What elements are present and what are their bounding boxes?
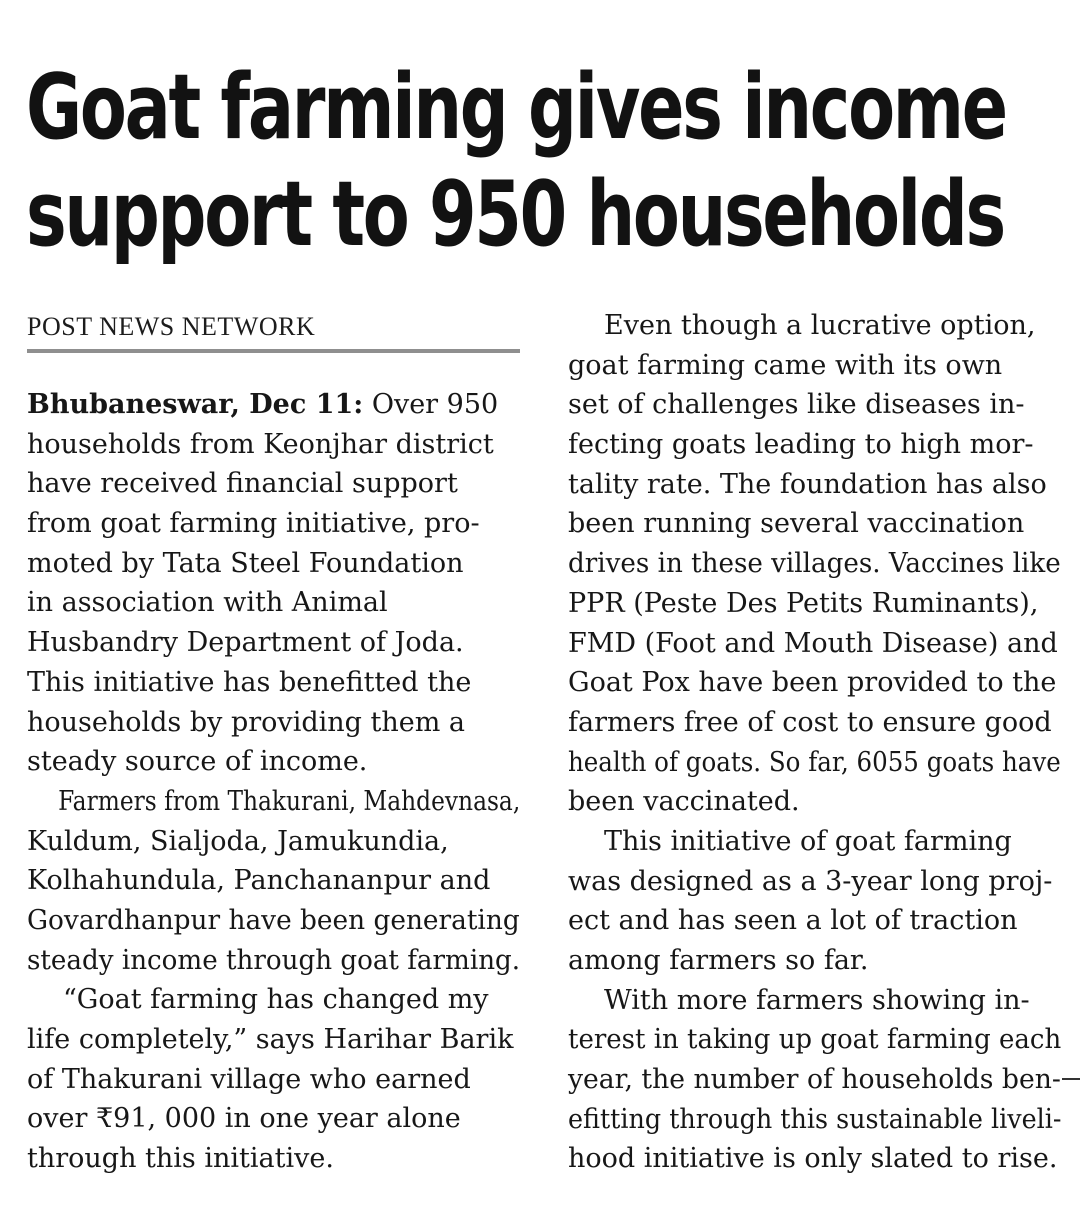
body-line: set of challenges like diseases in- xyxy=(568,389,1025,421)
body-line: in association with Animal xyxy=(27,587,388,619)
body-line: was designed as a 3-year long proj- xyxy=(568,865,1053,897)
body-line: been running several vaccination xyxy=(568,508,1025,540)
body-line: steady source of income. xyxy=(27,746,368,778)
body-line: With more farmers showing in- xyxy=(604,984,1030,1016)
body-text: Over 950 xyxy=(363,389,499,420)
body-line: tality rate. The foundation has also xyxy=(568,468,1047,500)
body-line: health of goats. So far, 6055 goats have xyxy=(568,746,1061,778)
body-line: of Thakurani village who earned xyxy=(27,1063,471,1095)
body-line: PPR (Peste Des Petits Ruminants), xyxy=(568,587,1039,619)
headline xyxy=(26,54,1006,268)
body-line xyxy=(27,385,520,425)
right-column xyxy=(568,306,1061,1179)
body-line: steady income through goat farming. xyxy=(27,944,521,976)
body-line: terest in taking up goat farming each xyxy=(568,1024,1062,1056)
body-line: FMD (Foot and Mouth Disease) and xyxy=(568,627,1058,659)
body-line: among farmers so far. xyxy=(568,945,869,976)
body-line: This initiative of goat farming xyxy=(604,825,1012,857)
column-edge-mark xyxy=(1062,1078,1080,1080)
body-line: This initiative has benefitted the xyxy=(27,666,472,698)
body-line: households from Keonjhar district xyxy=(27,428,494,460)
body-line: hood initiative is only slated to rise. xyxy=(568,1143,1058,1175)
body-line: drives in these villages. Vaccines like xyxy=(568,548,1061,580)
byline-rule xyxy=(27,349,520,353)
body-line: ect and has seen a lot of traction xyxy=(568,905,1018,937)
body-line: fecting goats leading to high mor- xyxy=(568,429,1034,461)
body-line: life completely,” says Harihar Barik xyxy=(27,1024,514,1055)
body-line: been vaccinated. xyxy=(568,786,800,818)
body-line: farmers free of cost to ensure good xyxy=(568,706,1052,738)
headline-line: support to 950 households xyxy=(26,162,1004,267)
body-line: Even though a lucrative option, xyxy=(604,310,1036,341)
body-line: efitting through this sustainable liveli- xyxy=(568,1103,1062,1135)
body-line: over ₹91, 000 in one year alone xyxy=(27,1103,461,1135)
byline: POST NEWS NETWORK xyxy=(27,312,316,341)
left-column xyxy=(27,385,520,1179)
dateline: Bhubaneswar, Dec 11: xyxy=(27,389,364,420)
body-line: goat farming came with its own xyxy=(568,349,1003,381)
body-line: from goat farming initiative, pro- xyxy=(27,508,480,540)
body-line: Kolhahundula, Panchananpur and xyxy=(27,865,491,897)
body-line: Goat Pox have been provided to the xyxy=(568,667,1057,699)
body-line: households by providing them a xyxy=(27,706,465,738)
body-line: Govardhanpur have been generating xyxy=(27,904,520,936)
body-line: “Goat farming has changed my xyxy=(63,984,489,1016)
body-line: Kuldum, Sialjoda, Jamukundia, xyxy=(27,825,449,857)
body-line: year, the number of households ben- xyxy=(568,1064,1061,1096)
body-line: moted by Tata Steel Foundation xyxy=(27,547,464,579)
body-line: have received financial support xyxy=(27,468,458,500)
body-line: through this initiative. xyxy=(27,1143,334,1175)
headline-line: Goat farming gives income xyxy=(26,55,1006,160)
body-line: Husbandry Department of Joda. xyxy=(27,627,464,659)
body-line: Farmers from Thakurani, Mahdevnasa, xyxy=(58,785,521,817)
